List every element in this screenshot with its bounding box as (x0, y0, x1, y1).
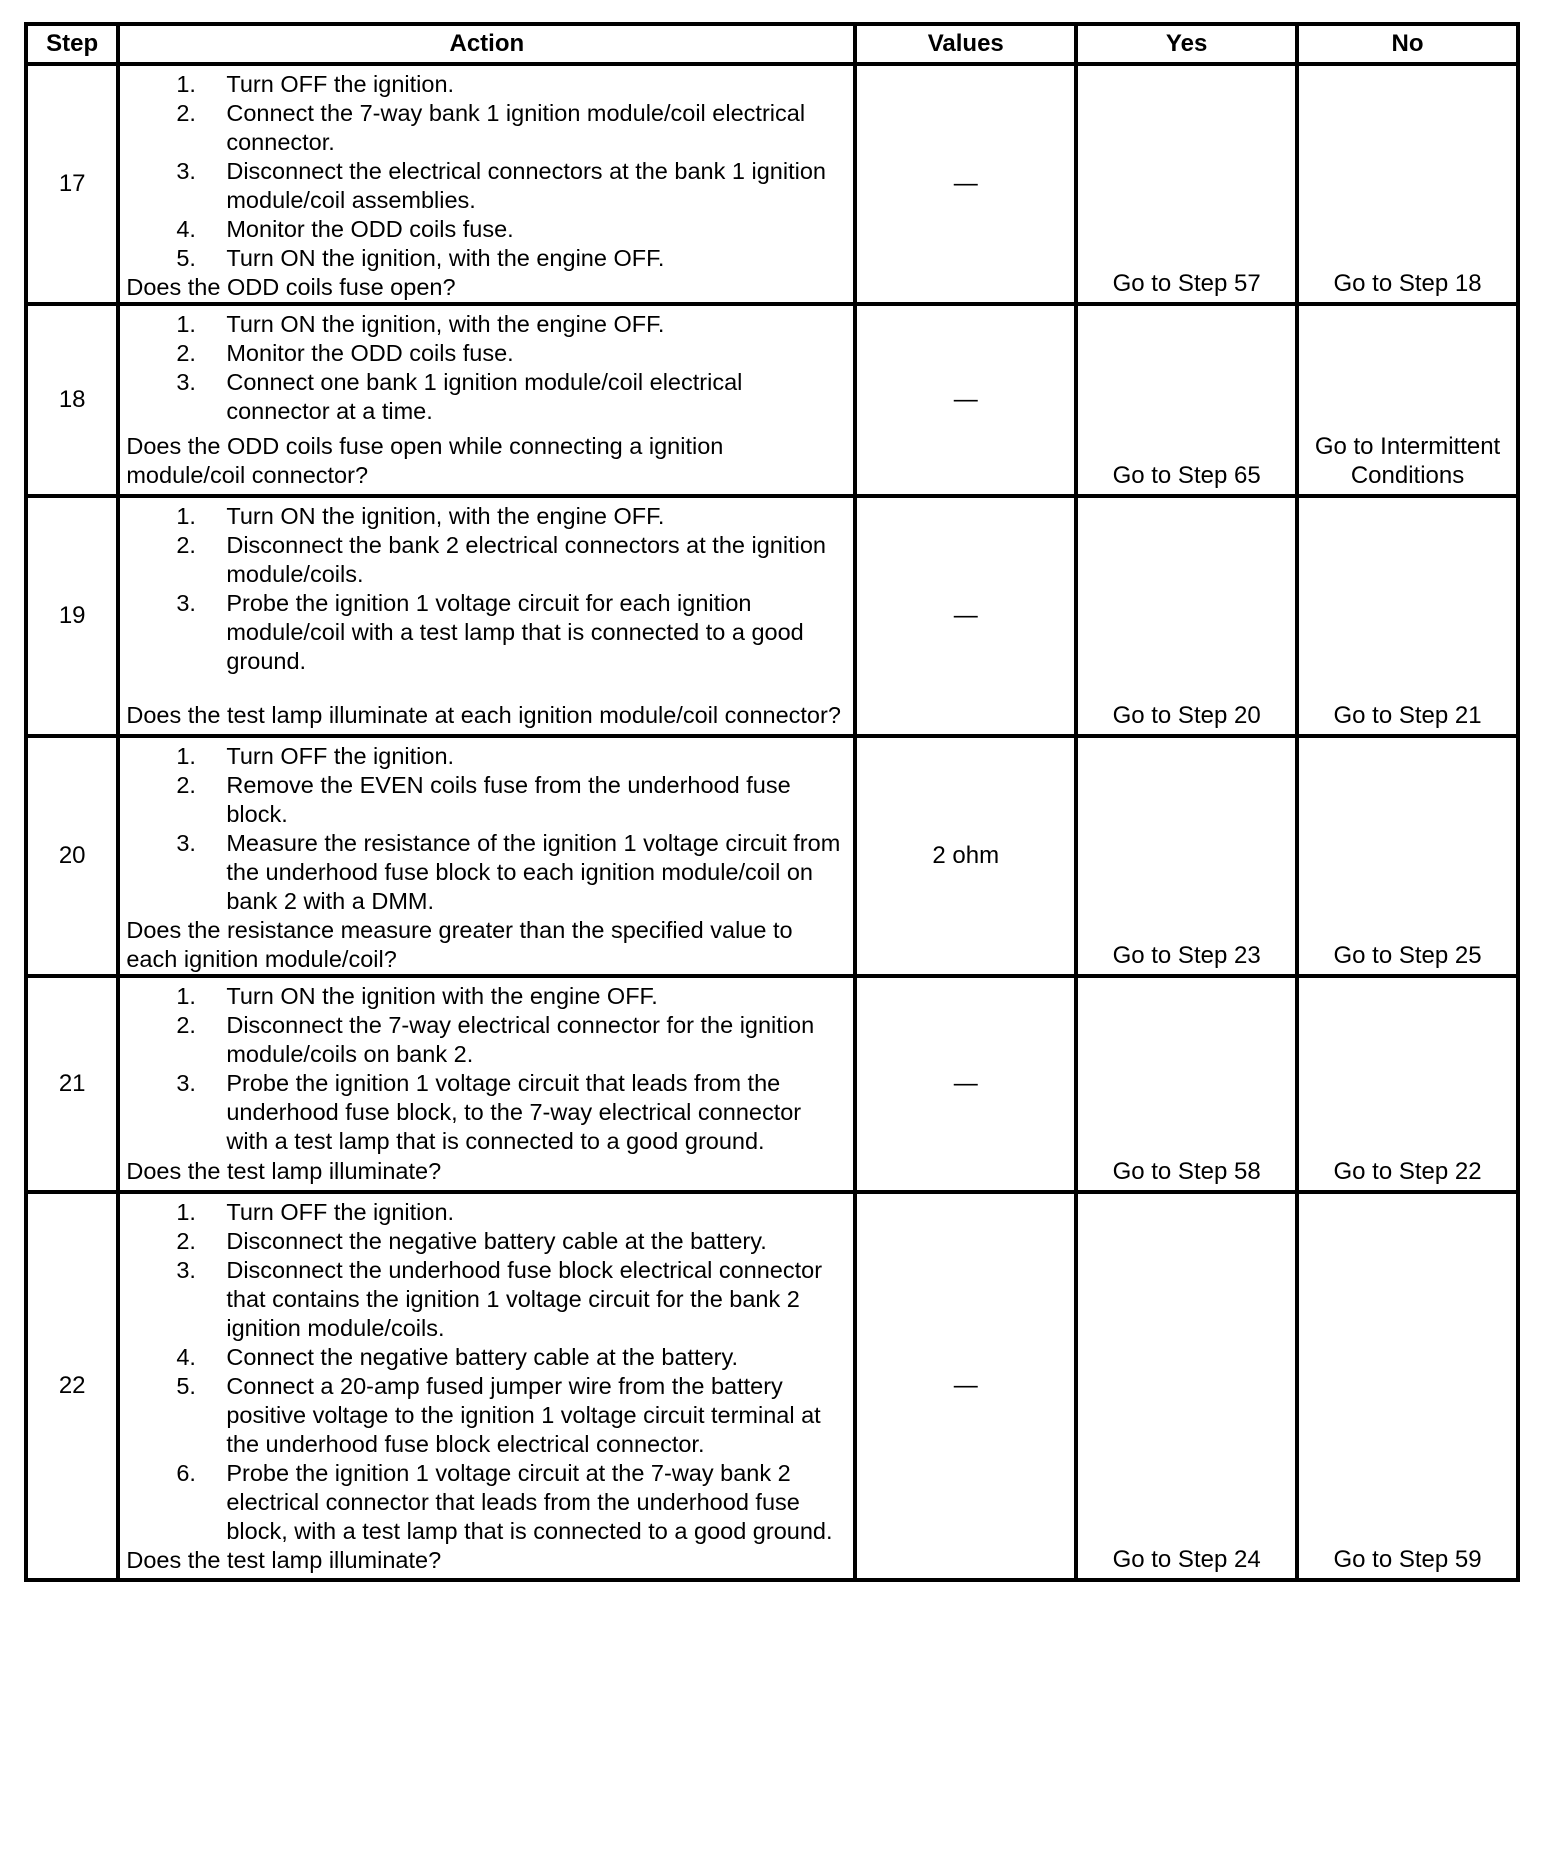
question-text: Does the ODD coils fuse open while connecting a ignition module/coil connector? (126, 433, 724, 488)
header-no: No (1297, 24, 1518, 64)
list-item (126, 368, 847, 426)
list-item (126, 531, 847, 589)
step-number: 22 (26, 1192, 118, 1580)
list-item-text: Turn ON the ignition, with the engine OFF. (226, 503, 665, 529)
table-row (26, 496, 1518, 736)
list-item (126, 1256, 847, 1343)
table-row (26, 304, 1518, 496)
step-number: 19 (26, 496, 118, 736)
list-item (126, 244, 847, 273)
action-list (126, 502, 847, 676)
yes-link[interactable]: Go to Step 24 (1076, 1192, 1297, 1580)
list-item-text: Connect a 20-amp fused jumper wire from the battery positive voltage to the ignition 1 voltage circuit terminal at the underhood fuse block electrical connector. (226, 1373, 821, 1457)
list-item-number: 4. (176, 1344, 196, 1370)
list-item-number: 3. (176, 158, 196, 184)
table-body (26, 64, 1518, 1580)
list-item-number: 3. (176, 830, 196, 856)
list-item-number: 1. (176, 743, 196, 769)
no-link[interactable]: Go to Step 59 (1297, 1192, 1518, 1580)
action-cell (118, 304, 855, 496)
step-number: 17 (26, 64, 118, 304)
action-cell (118, 976, 855, 1192)
action-cell (118, 1192, 855, 1580)
list-item-number: 2. (176, 1012, 196, 1038)
yes-link[interactable]: Go to Step 23 (1076, 736, 1297, 976)
list-item-text: Monitor the ODD coils fuse. (226, 340, 514, 366)
question-text: Does the resistance measure greater than the specified value to each ignition module/coil? (126, 917, 793, 972)
list-item-text: Turn OFF the ignition. (226, 743, 455, 769)
diagnostic-table (24, 22, 1520, 1582)
value-cell: — (855, 64, 1076, 304)
yes-link[interactable]: Go to Step 65 (1076, 304, 1297, 496)
list-item-number: 2. (176, 1228, 196, 1254)
list-item (126, 1343, 847, 1372)
header-values: Values (855, 24, 1076, 64)
list-item (126, 1069, 847, 1156)
list-item (126, 589, 847, 676)
list-item-text: Probe the ignition 1 voltage circuit at the 7-way bank 2 electrical connector that leads from the underhood fuse block, with a test lamp that is connected to a good ground. (226, 1460, 833, 1544)
list-item-text: Remove the EVEN coils fuse from the underhood fuse block. (226, 772, 791, 827)
list-item (126, 1227, 847, 1256)
list-item (126, 1198, 847, 1227)
list-item-number: 1. (176, 983, 196, 1009)
no-link[interactable]: Go to Step 21 (1297, 496, 1518, 736)
list-item (126, 339, 847, 368)
list-item (126, 1011, 847, 1069)
list-item-text: Connect one bank 1 ignition module/coil electrical connector at a time. (226, 369, 743, 424)
value-cell: — (855, 1192, 1076, 1580)
yes-link[interactable]: Go to Step 58 (1076, 976, 1297, 1192)
list-item (126, 829, 847, 916)
list-item (126, 215, 847, 244)
list-item-text: Connect the 7-way bank 1 ignition module/coil electrical connector. (226, 100, 806, 155)
list-item-number: 1. (176, 1199, 196, 1225)
list-item-text: Probe the ignition 1 voltage circuit that leads from the underhood fuse block, to the 7-way electrical connector with a test lamp that is connected to a good ground. (226, 1070, 802, 1154)
list-item-number: 2. (176, 532, 196, 558)
action-list (126, 982, 847, 1156)
list-item-number: 4. (176, 216, 196, 242)
list-item-number: 3. (176, 1070, 196, 1096)
action-list (126, 310, 847, 426)
list-item-text: Turn ON the ignition, with the engine OFF. (226, 311, 665, 337)
action-list (126, 1198, 847, 1546)
yes-link[interactable]: Go to Step 57 (1076, 64, 1297, 304)
list-item-number: 3. (176, 369, 196, 395)
list-item-number: 1. (176, 311, 196, 337)
list-item (126, 1372, 847, 1459)
list-item-text: Turn OFF the ignition. (226, 71, 455, 97)
list-item-text: Measure the resistance of the ignition 1 voltage circuit from the underhood fuse block to each ignition module/coil on bank 2 with a DMM. (226, 830, 841, 914)
list-item-number: 2. (176, 772, 196, 798)
list-item-text: Disconnect the 7-way electrical connector for the ignition module/coils on bank 2. (226, 1012, 815, 1067)
table-row (26, 976, 1518, 1192)
list-item (126, 771, 847, 829)
header-yes: Yes (1076, 24, 1297, 64)
list-item-number: 5. (176, 1373, 196, 1399)
no-link[interactable]: Go to Step 25 (1297, 736, 1518, 976)
header-row (26, 24, 1518, 64)
list-item-text: Disconnect the bank 2 electrical connectors at the ignition module/coils. (226, 532, 826, 587)
action-cell (118, 736, 855, 976)
list-item-text: Disconnect the electrical connectors at the bank 1 ignition module/coil assemblies. (226, 158, 826, 213)
list-item-text: Monitor the ODD coils fuse. (226, 216, 514, 242)
list-item (126, 742, 847, 771)
list-item-number: 2. (176, 340, 196, 366)
list-item-number: 3. (176, 590, 196, 616)
list-item (126, 310, 847, 339)
action-cell (118, 496, 855, 736)
value-cell: 2 ohm (855, 736, 1076, 976)
yes-link[interactable]: Go to Step 20 (1076, 496, 1297, 736)
no-link[interactable]: Go to Step 18 (1297, 64, 1518, 304)
list-item-number: 1. (176, 503, 196, 529)
table-row (26, 736, 1518, 976)
step-number: 18 (26, 304, 118, 496)
list-item-text: Probe the ignition 1 voltage circuit for each ignition module/coil with a test lamp that is connected to a good ground. (226, 590, 804, 674)
list-item-text: Connect the negative battery cable at the battery. (226, 1344, 739, 1370)
list-item (126, 1459, 847, 1546)
list-item (126, 99, 847, 157)
value-cell: — (855, 496, 1076, 736)
step-number: 21 (26, 976, 118, 1192)
step-number: 20 (26, 736, 118, 976)
list-item (126, 982, 847, 1011)
list-item-text: Turn ON the ignition with the engine OFF. (226, 983, 658, 1009)
list-item-text: Disconnect the negative battery cable at the battery. (226, 1228, 767, 1254)
question-text: Does the test lamp illuminate at each ignition module/coil connector? (126, 702, 841, 728)
value-cell: — (855, 304, 1076, 496)
list-item (126, 70, 847, 99)
list-item-text: Turn OFF the ignition. (226, 1199, 455, 1225)
no-link[interactable]: Go to Step 22 (1297, 976, 1518, 1192)
list-item-number: 1. (176, 71, 196, 97)
header-action: Action (118, 24, 855, 64)
action-list (126, 70, 847, 273)
question-text: Does the ODD coils fuse open? (126, 274, 456, 300)
question-text: Does the test lamp illuminate? (126, 1547, 442, 1573)
value-cell: — (855, 976, 1076, 1192)
list-item-text: Disconnect the underhood fuse block electrical connector that contains the ignition 1 voltage circuit for the bank 2 ignition module/coils. (226, 1257, 823, 1341)
no-link[interactable]: Go to Intermittent Conditions (1297, 304, 1518, 496)
header-step: Step (26, 24, 118, 64)
list-item-number: 6. (176, 1460, 196, 1486)
question-text: Does the test lamp illuminate? (126, 1158, 442, 1184)
table-row (26, 64, 1518, 304)
list-item-text: Turn ON the ignition, with the engine OFF. (226, 245, 665, 271)
list-item-number: 5. (176, 245, 196, 271)
table-row (26, 1192, 1518, 1580)
list-item-number: 2. (176, 100, 196, 126)
list-item (126, 157, 847, 215)
list-item-number: 3. (176, 1257, 196, 1283)
action-list (126, 742, 847, 916)
list-item (126, 502, 847, 531)
action-cell (118, 64, 855, 304)
